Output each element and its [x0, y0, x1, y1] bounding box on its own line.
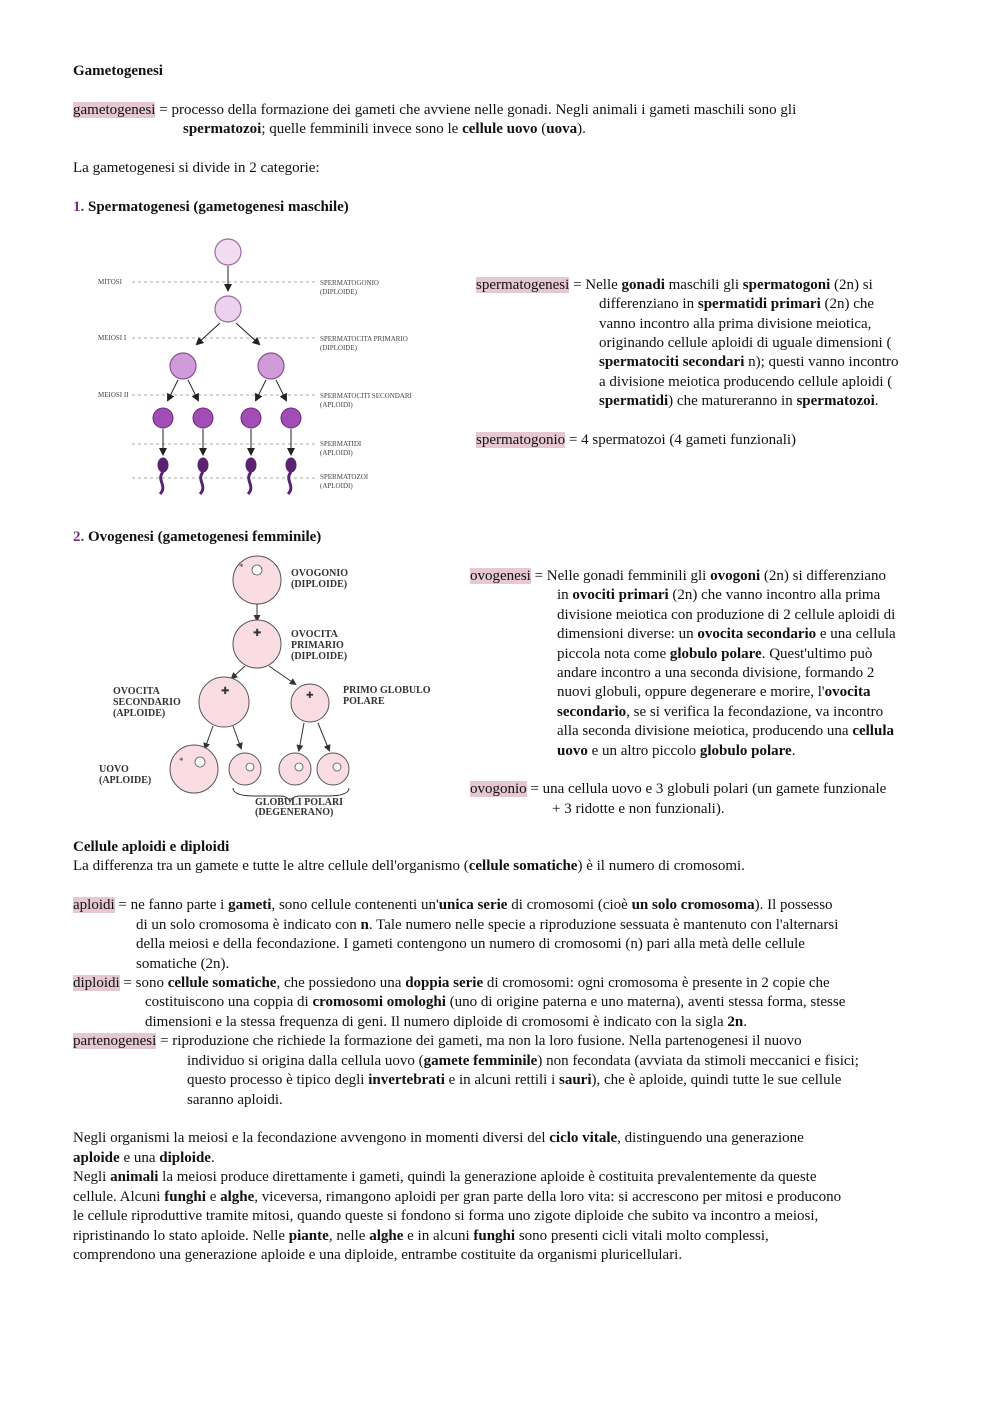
spermatogenesis-diagram: [90, 232, 450, 502]
label-spermatociti-secondari: SPERMATOCITI SECONDARI: [320, 392, 412, 400]
label-ovocita-primario-ploidy: (DIPLOIDE): [291, 651, 348, 662]
ovo-def-line-7: nuovi globuli, oppure degenerare e morire, l'ovocita: [557, 684, 871, 700]
label-spermatidi: SPERMATIDI: [320, 440, 362, 448]
aploidi-line-3: della meiosi e della fecondazione. I gameti contengono un numero di cromosomi (n) pari alla metà delle cellule: [136, 936, 805, 952]
sperm-def-line-2: differenziano in spermatidi primari (2n) che: [599, 296, 875, 312]
svg-text:✚: ✚: [253, 628, 262, 639]
section-2-heading: 2. Ovogenesi (gametogenesi femminile): [73, 529, 322, 545]
label-uovo-ploidy: (APLOIDE): [99, 775, 152, 786]
svg-text:*: *: [239, 562, 244, 572]
aploidi-line-4: somatiche (2n).: [136, 956, 230, 972]
svg-text:✚: ✚: [221, 686, 230, 697]
closing-line-3: Negli animali la meiosi produce direttamente i gameti, quindi la generazione aploide è costituita prevalentemente da queste: [73, 1169, 817, 1185]
label-globuli-polari: GLOBULI POLARI: [255, 797, 344, 808]
closing-line-4: cellule. Alcuni funghi e alghe, viceversa, rimangono aploidi per gran parte della loro vita: si accrescono per mitosi e producono: [73, 1189, 842, 1205]
label-ovogonio-ploidy: (DIPLOIDE): [291, 579, 348, 590]
spermatogonio-definition: spermatogonio = 4 spermatozoi (4 gameti funzionali): [476, 432, 797, 448]
ovo-def-line-6: andare incontro a una seconda divisione, formando 2: [557, 665, 875, 681]
closing-line-1: Negli organismi la meiosi e la fecondazione avvengono in momenti diversi del ciclo vitale, distinguendo una generazione: [73, 1130, 804, 1146]
label-uovo: UOVO: [99, 764, 129, 775]
ovo-def-line-4: dimensioni diverse: un ovocita secondario e una cellula: [557, 626, 896, 642]
svg-text:*: *: [179, 756, 184, 766]
globulo-polare-cell-3: [317, 753, 349, 785]
oogenesis-diagram: [99, 556, 455, 824]
spermatocita-secondario-cell-2: [258, 353, 284, 379]
sperm-def-line-1: spermatogenesi = Nelle gonadi maschili gli spermatogoni (2n) si: [476, 277, 873, 293]
page-title: Gametogenesi: [73, 63, 163, 79]
ovogonio-definition-line-2: + 3 ridotte e non funzionali).: [552, 801, 725, 817]
svg-text:✚: ✚: [306, 690, 314, 700]
ovo-def-line-3: divisione meiotica con produzione di 2 cellule aploidi di: [557, 607, 896, 623]
sperm-def-line-5: spermatociti secondari n); questi vanno incontro: [599, 354, 899, 370]
label-spermatozoi: SPERMATOZOI: [320, 473, 369, 481]
sperm-def-line-3: vanno incontro alla prima divisione meiotica,: [599, 316, 872, 332]
uovo-cell: [170, 745, 218, 793]
cells-section-heading: Cellule aploidi e diploidi: [73, 839, 230, 855]
spermatide-cell-1: [153, 408, 173, 428]
spermatogonio-cell: [215, 239, 241, 265]
sperm-def-line-7: spermatidi) che matureranno in spermatozoi.: [599, 393, 879, 409]
closing-line-6: ripristinando lo stato aploide. Nelle piante, nelle alghe e in alcuni funghi sono presenti cicli vitali molto complessi,: [73, 1228, 769, 1244]
sperm-def-line-6: a divisione meiotica producendo cellule aploidi (: [599, 374, 893, 390]
spermatocita-primario-cell: [215, 296, 241, 322]
label-primo-globulo-polare-2: POLARE: [343, 696, 385, 707]
cells-section-intro: La differenza tra un gamete e tutte le altre cellule dell'organismo (cellule somatiche) è il numero di cromosomi.: [73, 858, 745, 874]
label-spermatidi-ploidy: (APLOIDI): [320, 449, 353, 457]
aploidi-line-2: di un solo cromosoma è indicato con n. Tale numero nelle specie a riproduzione sessuata è mantenuto con l'alternarsi: [136, 917, 839, 933]
label-ovocita-secondario-2: SECONDARIO: [113, 697, 181, 708]
partenogenesi-line-4: saranno aploidi.: [187, 1092, 283, 1108]
closing-line-7: comprendono una generazione aploide e una diploide, entrambe costituite da organismi pluricellulari.: [73, 1247, 683, 1263]
globulo-polare-cell-1: [229, 753, 261, 785]
ovo-def-line-10: uovo e un altro piccolo globulo polare.: [557, 743, 796, 759]
ovo-def-line-8: secondario, se si verifica la fecondazione, va incontro: [557, 704, 884, 720]
categories-intro: La gametogenesi si divide in 2 categorie:: [73, 160, 320, 176]
label-primo-globulo-polare-1: PRIMO GLOBULO: [343, 685, 431, 696]
gametogenesi-definition-line-2: spermatozoi; quelle femminili invece sono le cellule uovo (uova).: [183, 121, 586, 137]
diploidi-line-3: dimensioni e la stessa frequenza di geni. Il numero diploide di cromosomi è indicato con la sigla 2n.: [145, 1014, 747, 1030]
partenogenesi-line-2: individuo si origina dalla cellula uovo (gamete femminile) non fecondata (avviata da stimoli meccanici e fisici;: [187, 1053, 859, 1069]
gametogenesi-definition-line-1: gametogenesi = processo della formazione dei gameti che avviene nelle gonadi. Negli animali i gameti maschili sono gli: [73, 102, 797, 118]
label-ovogonio: OVOGONIO: [291, 568, 349, 579]
label-spermatocita-primario: SPERMATOCITA PRIMARIO: [320, 335, 408, 343]
spermatide-cell-4: [281, 408, 301, 428]
label-spermatociti-secondari-ploidy: (APLOIDI): [320, 401, 353, 409]
ovo-def-line-5: piccola nota come globulo polare. Quest'ultimo può: [557, 646, 873, 662]
partenogenesi-line-1: partenogenesi = riproduzione che richiede la formazione dei gameti, ma non la loro fusione. Nella partenogenesi il nuovo: [73, 1033, 802, 1049]
ovocita-secondario-cell: [199, 677, 249, 727]
stage-label-mitosi: MITOSI: [98, 278, 122, 286]
label-ovocita-secondario-1: OVOCITA: [113, 686, 160, 697]
diploidi-line-2: costituiscono una coppia di cromosomi omologhi (uno di origine paterna e uno materna), aventi stessa forma, stesse: [145, 994, 846, 1010]
closing-line-5: le cellule riproduttive tramite mitosi, quando queste si fondono si forma uno zigote diploide che subito va incontro a meiosi,: [73, 1208, 819, 1224]
label-globuli-polari-fate: (DEGENERANO): [255, 807, 334, 818]
partenogenesi-line-3: questo processo è tipico degli invertebrati e in alcuni rettili i sauri), che è aploide, quindi tutte le sue cellule: [187, 1072, 842, 1088]
label-ovocita-primario-2: PRIMARIO: [291, 640, 344, 651]
spermatocita-secondario-cell-1: [170, 353, 196, 379]
label-ovocita-secondario-ploidy: (APLOIDE): [113, 708, 166, 719]
label-ovocita-primario-1: OVOCITA: [291, 629, 338, 640]
term-gametogenesi: gametogenesi: [73, 102, 156, 118]
globulo-polare-cell-2: [279, 753, 311, 785]
spermatozoi-group: [158, 458, 296, 494]
ovo-def-line-1: ovogenesi = Nelle gonadi femminili gli ovogoni (2n) si differenziano: [470, 568, 887, 584]
label-spermatozoi-ploidy: (APLOIDI): [320, 482, 353, 490]
ovogonio-definition-line-1: ovogonio = una cellula uovo e 3 globuli polari (un gamete funzionale: [470, 781, 887, 797]
aploidi-line-1: aploidi = ne fanno parte i gameti, sono cellule contenenti un'unica serie di cromosomi (cioè un solo cromosoma). Il possesso: [73, 897, 833, 913]
stage-label-meiosi-1: MEIOSI I: [98, 334, 127, 342]
diploidi-line-1: diploidi = sono cellule somatiche, che possiedono una doppia serie di cromosomi: ogni cromosoma è presente in 2 copie che: [73, 975, 830, 991]
ovo-def-line-9: alla seconda divisione meiotica, producendo una cellula: [557, 723, 894, 739]
spermatide-cell-2: [193, 408, 213, 428]
stage-label-meiosi-2: MEIOSI II: [98, 391, 129, 399]
label-spermatogonio: SPERMATOGONIO: [320, 279, 379, 287]
closing-line-2: aploide e una diploide.: [73, 1150, 215, 1166]
label-spermatogonio-ploidy: (DIPLOIDE): [320, 288, 357, 296]
label-spermatocita-primario-ploidy: (DIPLOIDE): [320, 344, 357, 352]
spermatide-cell-3: [241, 408, 261, 428]
sperm-def-line-4: originando cellule aploidi di uguale dimensioni (: [599, 335, 892, 351]
section-1-heading: 1. Spermatogenesi (gametogenesi maschile): [73, 199, 349, 215]
ovo-def-line-2: in ovociti primari (2n) che vanno incontro alla prima: [557, 587, 881, 603]
